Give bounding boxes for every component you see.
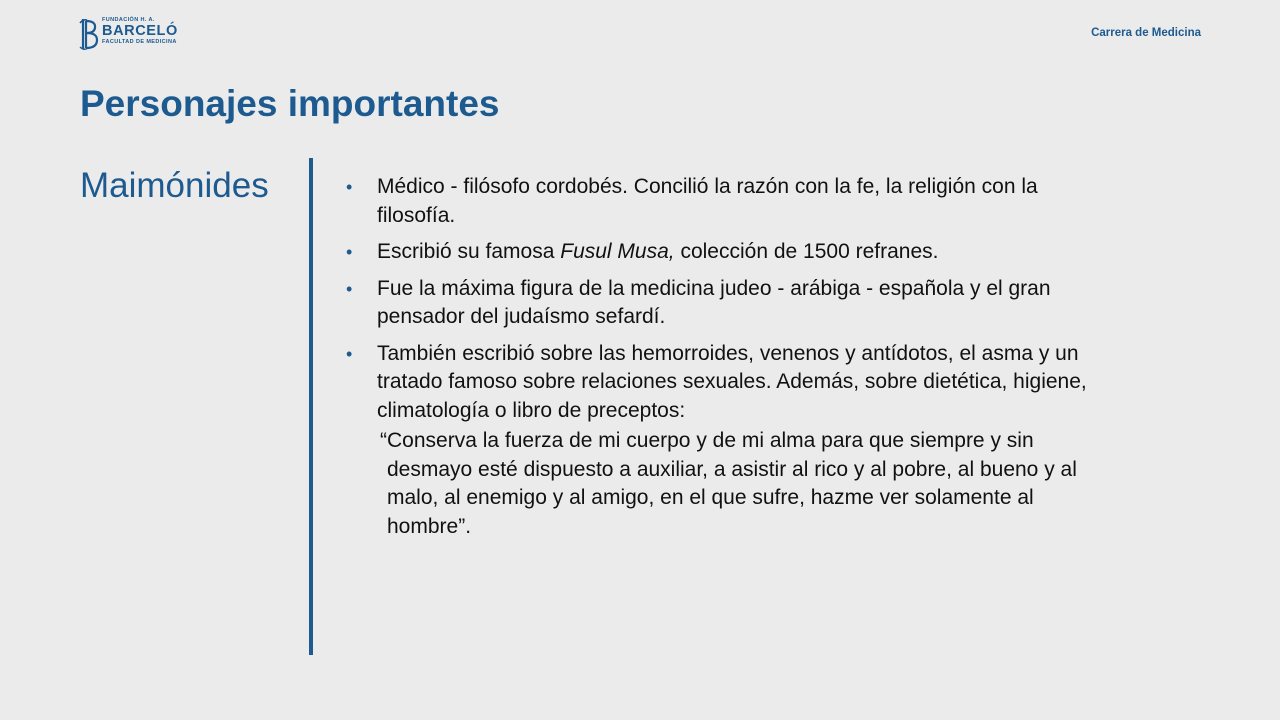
bullet-line: tratado famoso sobre relaciones sexuales. Además, sobre dietética, higiene, <box>377 370 1087 393</box>
subject-heading: Maimónides <box>80 166 269 205</box>
bullet-item <box>340 173 1200 230</box>
bullet-text: colección de 1500 refranes. <box>674 240 939 263</box>
course-label: Carrera de Medicina <box>1091 27 1201 39</box>
bullet-line: Médico - filósofo cordobés. Concilió la razón con la fe, la religión con la <box>377 175 1038 198</box>
bullet-line: climatología o libro de preceptos: <box>377 398 686 422</box>
bullet-marker: • <box>346 242 353 262</box>
bullet-marker: • <box>346 177 353 197</box>
barcelo-logo-icon <box>78 17 100 51</box>
bullet-list <box>340 173 1200 433</box>
logo-faculty-text: FACULTAD DE MEDICINA <box>102 39 177 45</box>
vertical-divider <box>309 158 313 655</box>
bullet-marker: • <box>346 278 353 299</box>
logo-name-text: BARCELÓ <box>102 23 178 39</box>
bullet-item <box>340 238 1200 267</box>
quote-line: malo, al enemigo y al amigo, en el que sufre, hazme ver solamente al <box>387 486 1034 509</box>
bullet-marker: • <box>346 343 353 364</box>
logo-foundation-text: FUNDACIÓN H. A. <box>102 17 155 23</box>
bullet-item <box>340 340 1200 426</box>
slide-title: Personajes importantes <box>80 83 500 124</box>
bullet-line: Fue la máxima figura de la medicina judeo - arábiga - española y el gran <box>377 276 1051 300</box>
bullet-text: Escribió su famosa <box>377 240 561 263</box>
book-title: Fusul Musa, <box>560 240 675 263</box>
logo <box>78 17 178 51</box>
bullet-line: filosofía. <box>377 203 456 227</box>
bullet-item <box>340 275 1200 332</box>
bullet-line: pensador del judaísmo sefardí. <box>377 305 666 328</box>
quote-block <box>380 427 1200 541</box>
bullet-line: También escribió sobre las hemorroides, venenos y antídotos, el asma y un <box>377 341 1079 365</box>
quote-line: desmayo esté dispuesto a auxiliar, a asistir al rico y al pobre, al bueno y al <box>387 457 1077 481</box>
quote-line: “Conserva la fuerza de mi cuerpo y de mi alma para que siempre y sin <box>380 429 1034 452</box>
quote-line: hombre”. <box>387 514 472 538</box>
